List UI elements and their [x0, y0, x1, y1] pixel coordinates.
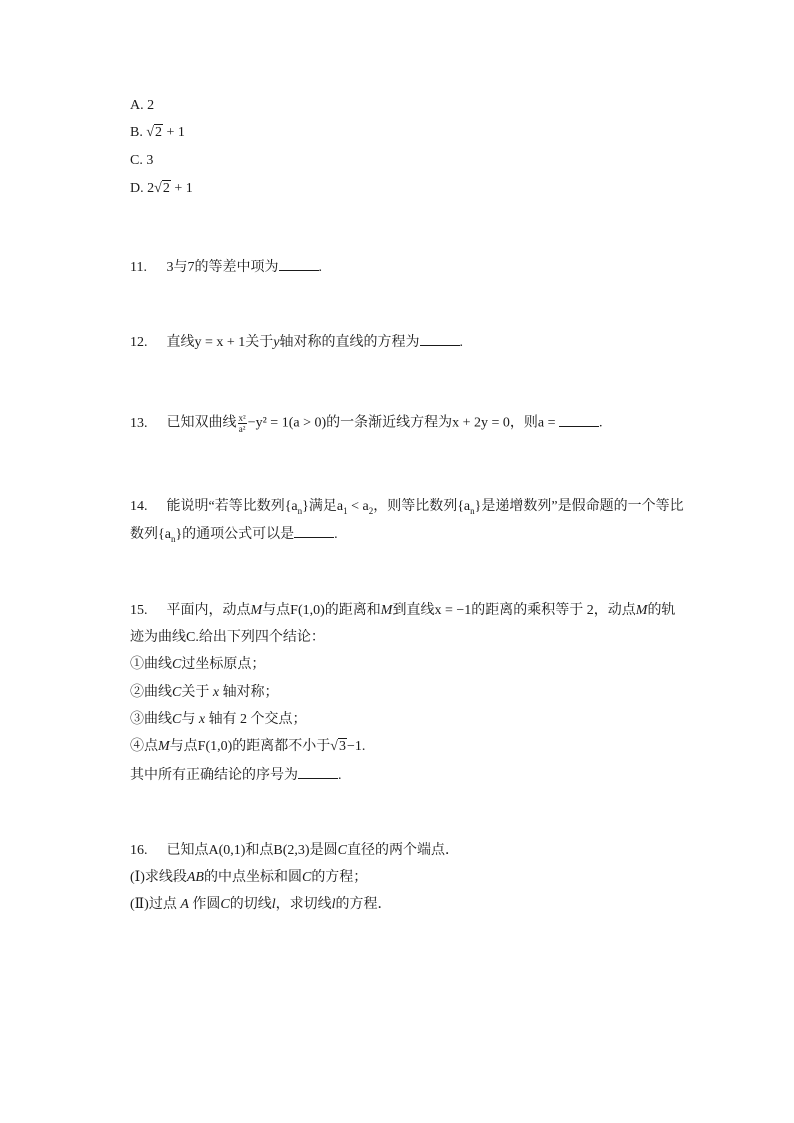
text-segment: 迹为曲线C.给出下列四个结论：: [130, 630, 325, 645]
question-14-line-2: [130, 525, 338, 544]
question-15-line-2: [130, 629, 325, 647]
text-segment: 的一条渐近线方程为: [326, 415, 453, 431]
text-segment: 数列{a: [130, 527, 171, 542]
subscript: 1: [343, 505, 348, 516]
equation: a =: [537, 415, 556, 431]
text-segment: 关于: [181, 685, 210, 700]
text-segment: ，则等比数列{a: [373, 499, 471, 514]
question-15-line-1: [130, 602, 675, 620]
question-16-part-1: [130, 869, 367, 887]
text-segment: 作圆: [192, 897, 221, 912]
answer-blank: [298, 766, 338, 779]
text-segment: ③曲线: [130, 712, 172, 727]
text-segment: 的方程．: [335, 897, 392, 912]
text-segment: 直线: [166, 335, 195, 350]
question-16-part-2: [130, 896, 392, 914]
text-segment: 过坐标原点；: [181, 657, 266, 672]
variable-c: C: [172, 685, 182, 700]
equation: y = x + 1: [194, 335, 246, 350]
conclusion-2: [130, 684, 279, 702]
variable-m: M: [380, 603, 393, 618]
variable-x: x: [212, 685, 220, 700]
variable-x: x: [198, 712, 206, 727]
option-a: [130, 97, 154, 115]
period: .: [459, 335, 464, 350]
period: .: [599, 415, 603, 431]
question-12: [130, 333, 463, 352]
option-coef: 2: [147, 181, 155, 196]
option-letter: D.: [130, 181, 144, 196]
radicand: 2: [155, 125, 163, 140]
text-segment: ④点: [130, 739, 158, 754]
variable-l: l: [331, 897, 336, 912]
variable-m: M: [158, 739, 170, 754]
text-segment: ，则: [509, 415, 538, 431]
question-number: 14.: [130, 499, 148, 514]
answer-blank: [559, 414, 599, 427]
text-segment: −1.: [346, 739, 366, 754]
subscript: 2: [368, 505, 374, 516]
text-segment: 轴有 2 个交点；: [208, 712, 307, 727]
text-segment: 轴对称；: [222, 685, 279, 700]
question-11: [130, 258, 322, 277]
text-segment: 的方程；: [311, 870, 368, 885]
question-text: 3与7的等差中项为: [166, 260, 279, 275]
fraction-denominator: a²: [238, 424, 246, 434]
text-segment: 的中点坐标和圆: [203, 870, 302, 885]
variable-l: l: [271, 897, 276, 912]
option-tail: + 1: [174, 181, 193, 196]
equation: x = −1: [434, 603, 472, 618]
subscript: n: [170, 533, 176, 544]
fraction: [238, 413, 247, 434]
text-segment: 与点F(1,0)的距离都不小于: [169, 739, 331, 754]
answer-blank: [294, 525, 334, 538]
conclusion-1: [130, 656, 265, 674]
option-tail: + 1: [166, 125, 185, 140]
text-segment: 的切线: [229, 897, 272, 912]
question-number: 15.: [130, 603, 148, 618]
option-letter: C.: [130, 153, 143, 168]
option-c: [130, 152, 153, 170]
variable-c: C: [337, 843, 347, 858]
conclusion-3: [130, 711, 307, 729]
text-segment: 平面内，动点: [166, 603, 251, 618]
text-segment: 到直线: [392, 603, 435, 618]
text-segment: 已知点A(0,1)和点B(2,3)是圆: [166, 843, 338, 858]
question-16-line-1: [130, 842, 459, 860]
variable-ab: AB: [186, 870, 204, 885]
option-text: 2: [147, 98, 155, 113]
period: .: [334, 527, 338, 542]
question-number: 13.: [130, 415, 148, 431]
text-segment: ，求切线: [275, 897, 332, 912]
variable-a: A: [180, 897, 189, 912]
variable-c: C: [301, 870, 312, 885]
variable-c: C: [220, 897, 230, 912]
radicand: 2: [162, 181, 170, 196]
question-number: 12.: [130, 335, 148, 350]
fraction-numerator: x²: [238, 413, 246, 423]
question-14-line-1: [130, 498, 684, 516]
option-text: 3: [146, 153, 154, 168]
answer-blank: [279, 258, 319, 271]
question-15-last-line: [130, 766, 342, 785]
text-segment: < a: [347, 499, 369, 514]
conclusion-4: [130, 738, 365, 756]
equation: −y² = 1(a > 0): [247, 415, 327, 431]
variable-c: C: [172, 657, 182, 672]
text-segment: }的通项公式可以是: [175, 527, 295, 542]
text-segment: 直径的两个端点．: [346, 843, 459, 858]
option-b: [130, 124, 185, 142]
text-segment: 其中所有正确结论的序号为: [130, 768, 298, 783]
text-segment: (Ⅱ)过点: [130, 897, 177, 912]
text-segment: 与点F(1,0)的距离和: [262, 603, 381, 618]
option-letter: B.: [130, 125, 143, 140]
text-segment: 关于: [245, 335, 274, 350]
option-d: [130, 180, 193, 198]
text-segment: 能说明“若等比数列{a: [166, 499, 298, 514]
question-number: 11.: [130, 260, 147, 275]
text-segment: (Ⅰ)求线段: [130, 870, 187, 885]
text-segment: }满足a: [302, 499, 344, 514]
variable-m: M: [250, 603, 263, 618]
subscript: n: [297, 505, 303, 516]
variable-m: M: [635, 603, 648, 618]
sqrt-expression: √2: [146, 125, 163, 140]
equation: x + 2y = 0: [452, 415, 510, 431]
text-segment: 与: [181, 712, 196, 727]
variable-y: y: [273, 335, 280, 350]
answer-blank: [420, 333, 460, 346]
text-segment: ①曲线: [130, 657, 172, 672]
option-letter: A.: [130, 98, 144, 113]
text-segment: 已知双曲线: [166, 415, 237, 431]
period: .: [338, 768, 342, 783]
question-13: [130, 413, 603, 434]
text-segment: 的轨: [647, 603, 676, 618]
text-segment: 轴对称的直线的方程为: [279, 335, 420, 350]
sqrt-expression: √3: [330, 739, 346, 754]
sqrt-expression: √2: [154, 181, 170, 196]
text-segment: 的距离的乘积等于 2，动点: [471, 603, 636, 618]
period: .: [318, 260, 322, 275]
question-number: 16.: [130, 843, 148, 858]
text-segment: }是递增数列”是假命题的一个等比: [474, 499, 684, 514]
variable-c: C: [172, 712, 182, 727]
radicand: 3: [338, 739, 346, 754]
text-segment: ②曲线: [130, 685, 172, 700]
subscript: n: [470, 505, 475, 516]
